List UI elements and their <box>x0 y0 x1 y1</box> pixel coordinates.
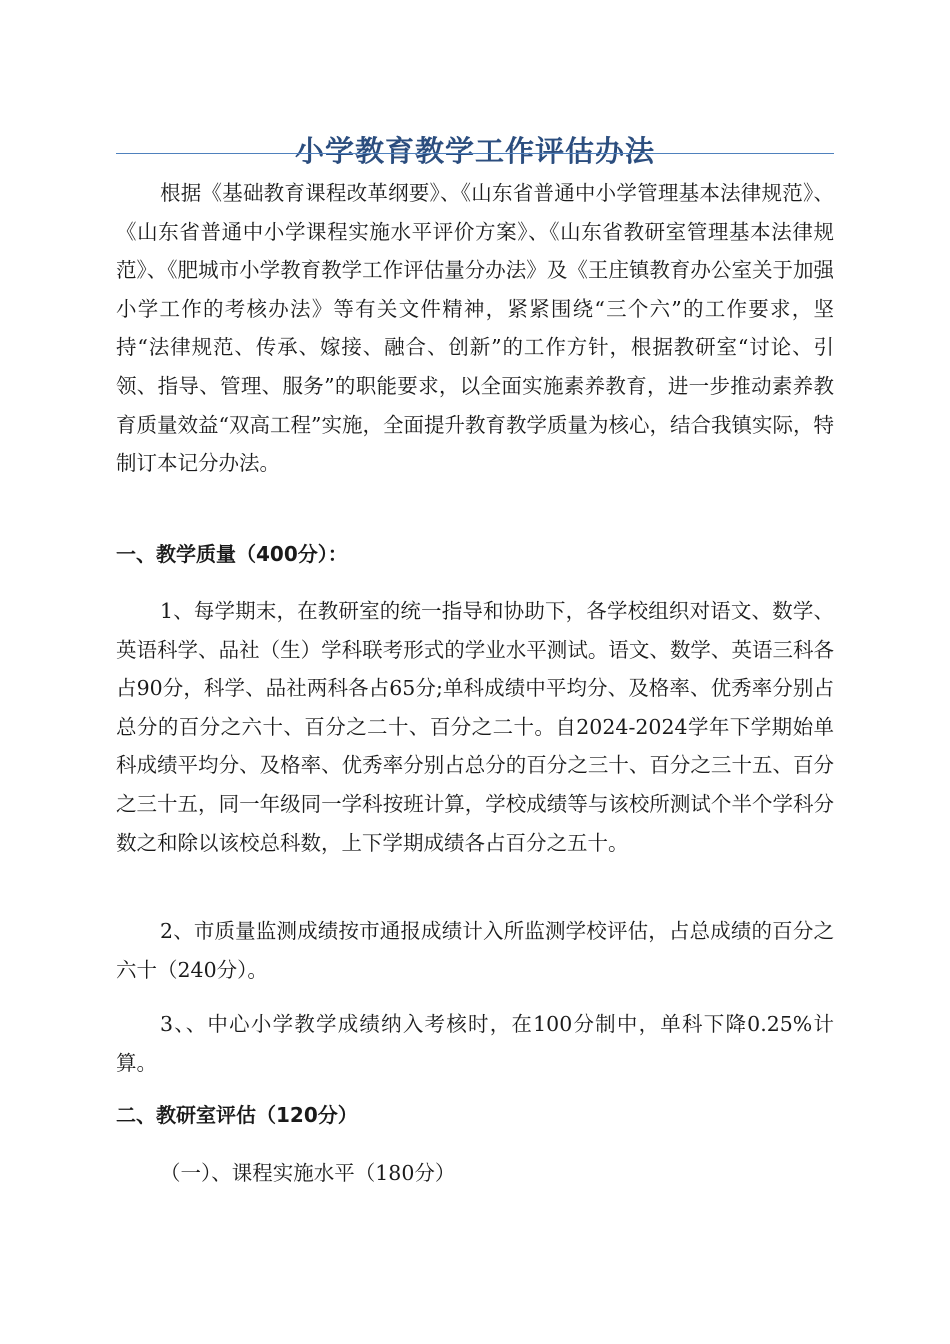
intro-paragraph: 根据《基础教育课程改革纲要》、《山东省普通中小学管理基本法律规范》、《山东省普通中小学课程实施水平评价方案》、《山东省教研室管理基本法律规范》、《肥城市小学教育教学工作评估量分办法》及《王庄镇教育办公室关于加强小学工作的考核办法》等有关文件精神，紧紧围绕“三个六”的工作要求，坚持“法律规范、传承、嫁接、融合、创新”的工作方针，根据教研室“讨论、引领、指导、管理、服务”的职能要求，以全面实施素养教育，进一步推动素养教育质量效益“双高工程”实施，全面提升教育教学质量为核心，结合我镇实际，特制订本记分办法。 <box>116 181 834 476</box>
section-1-paragraph-3: 3、、中心小学教学成绩纳入考核时，在100分制中，单科下降0.25%计算。 <box>116 1012 834 1075</box>
title-underline <box>116 153 834 154</box>
section-2-subheading-1: （一）、课程实施水平（180分） <box>160 1161 456 1185</box>
section-1-paragraph-2: 2、市质量监测成绩按市通报成绩计入所监测学校评估，占总成绩的百分之六十（240分）。 <box>116 919 834 982</box>
section-1-paragraph-1: 1、每学期末，在教研室的统一指导和协助下，各学校组织对语文、数学、英语科学、品社（生）学科联考形式的学业水平测试。语文、数学、英语三科各占90分，科学、品社两科各占65分;单科成绩中平均分、及格率、优秀率分别占总分的百分之六十、百分之二十、百分之二十。自2024-2024学年下学期始单科成绩平均分、及格率、优秀率分别占总分的百分之三十、百分之三十五、百分之三十五，同一年级同一学科按班计算，学校成绩等与该校所测试个半个学科分数之和除以该校总科数，上下学期成绩各占百分之五十。 <box>116 599 834 855</box>
document-title: 小学教育教学工作评估办法 <box>294 134 655 169</box>
section-2-heading: 二、教研室评估（120分） <box>116 1103 358 1127</box>
section-1-heading: 一、教学质量（400分）： <box>116 542 348 566</box>
